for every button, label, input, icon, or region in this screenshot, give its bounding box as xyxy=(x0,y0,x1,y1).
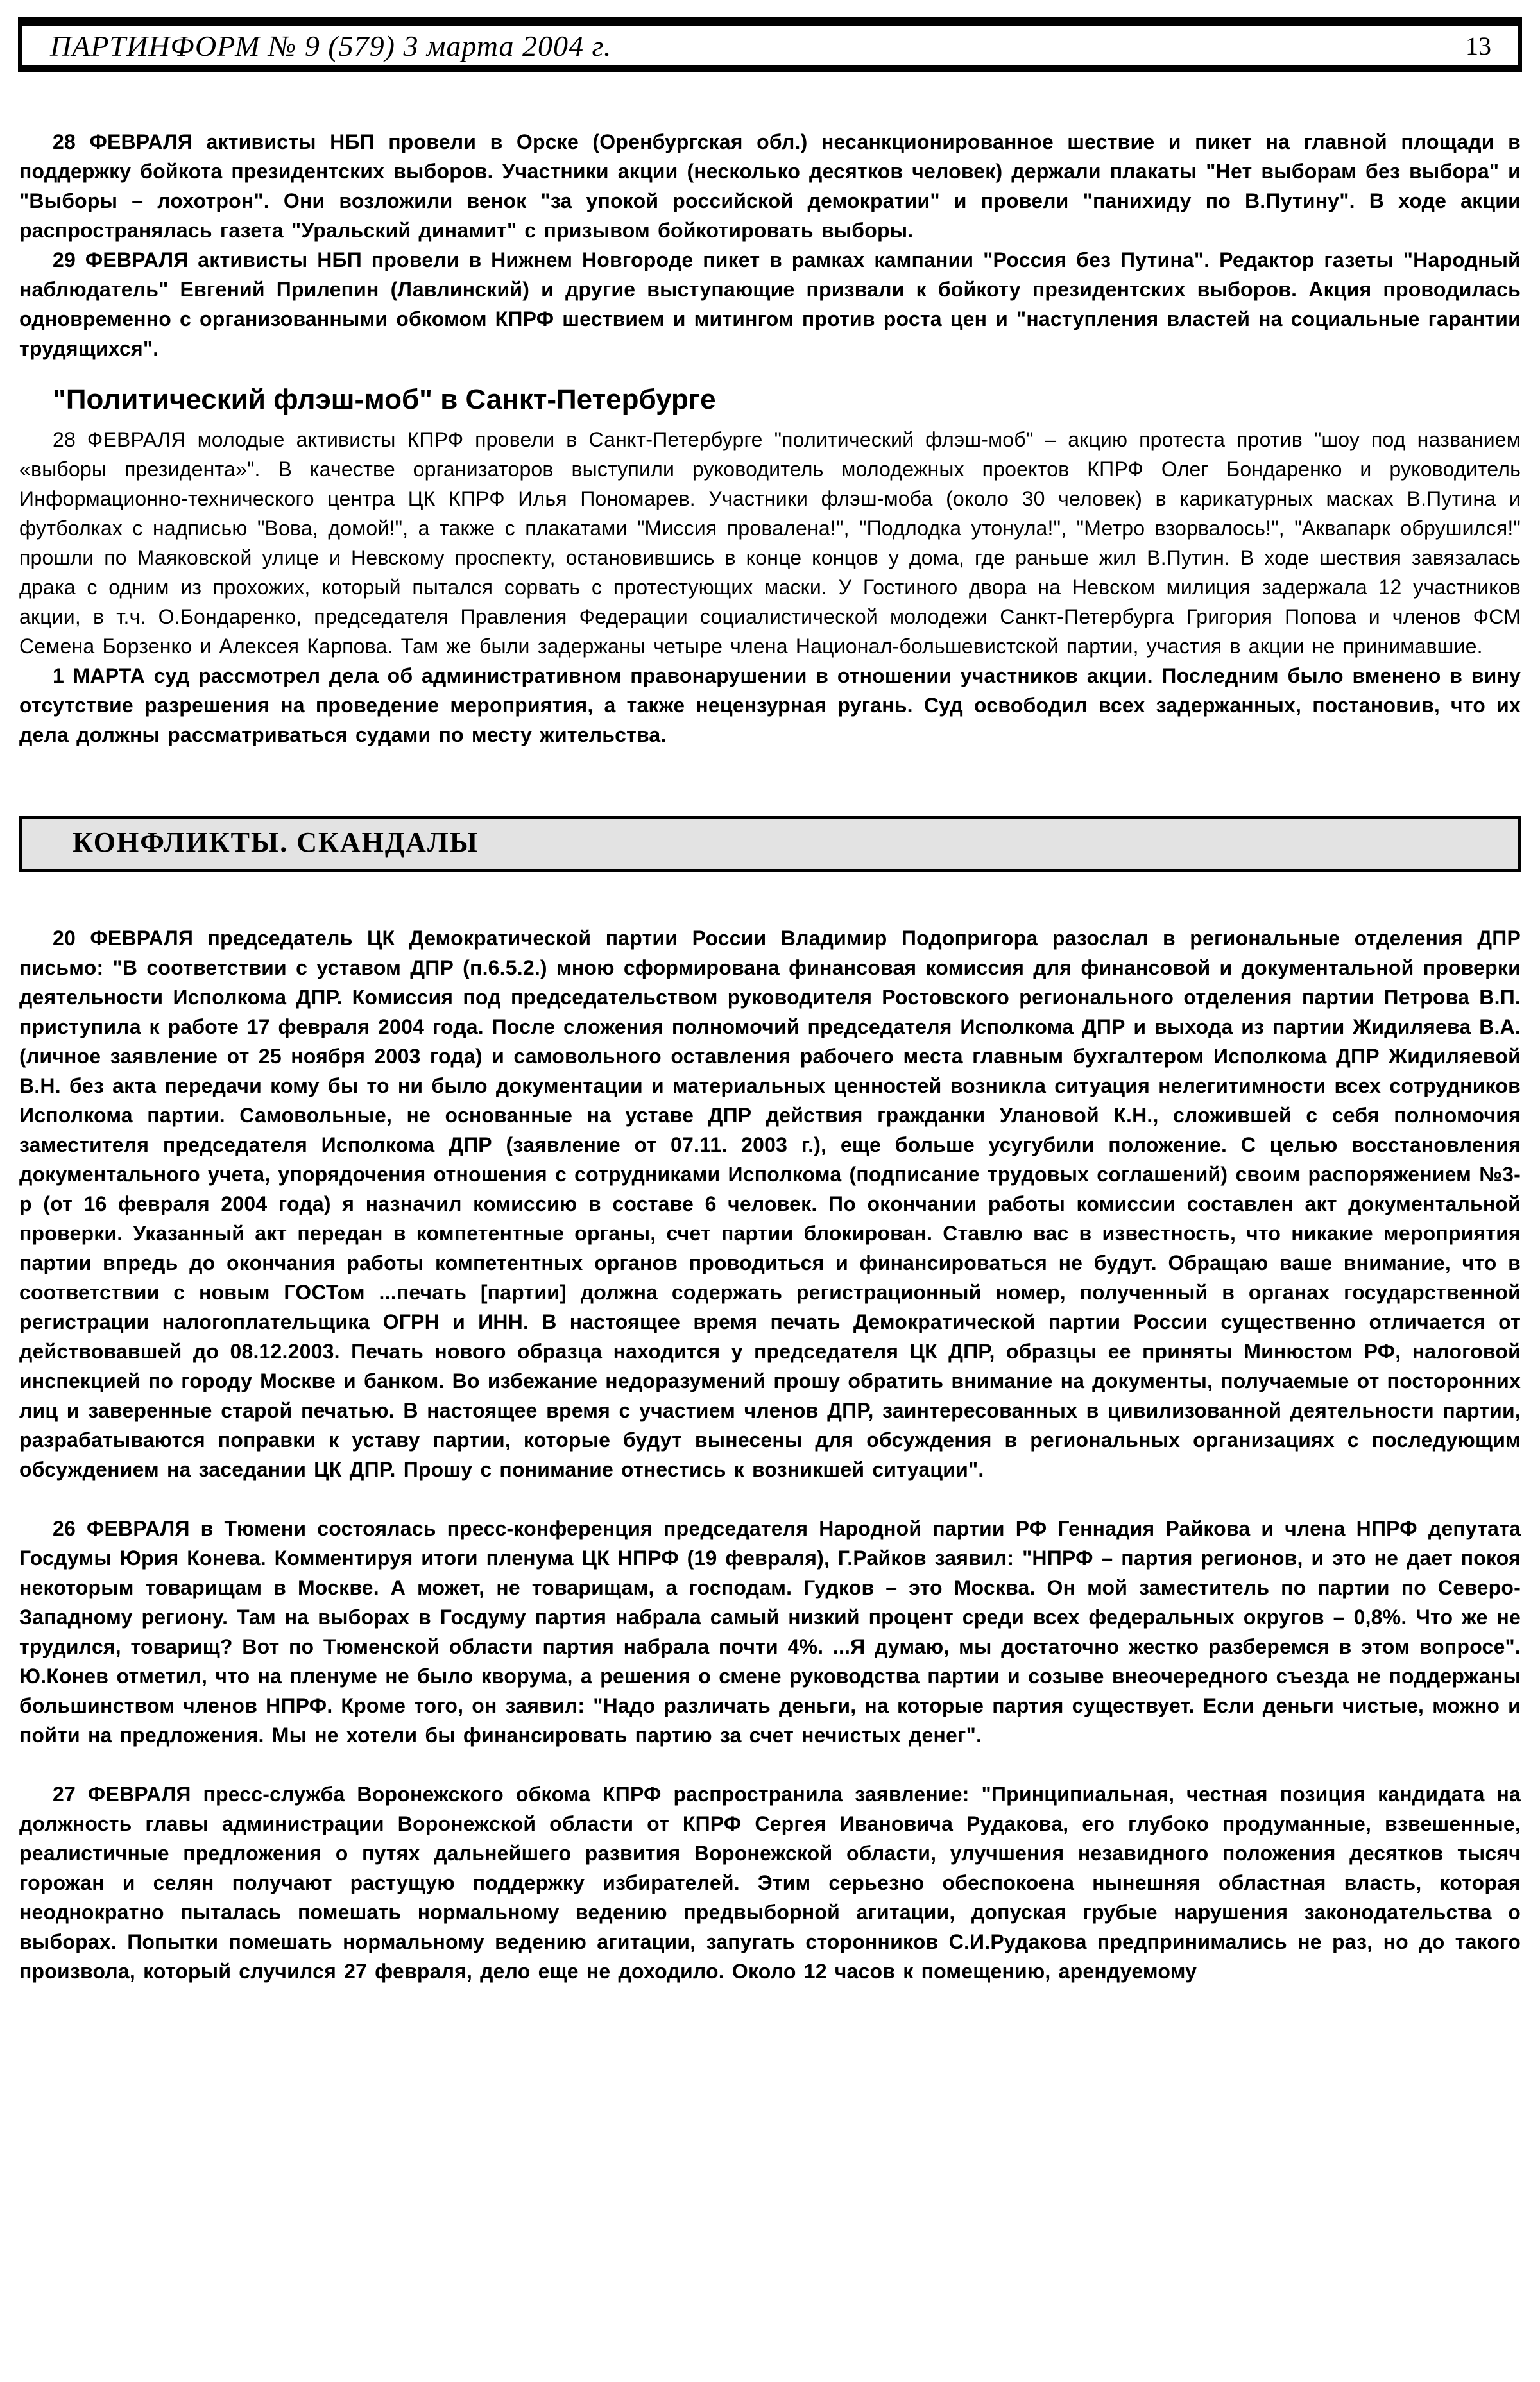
section-header xyxy=(19,816,1521,872)
section-title: КОНФЛИКТЫ. СКАНДАЛЫ xyxy=(73,827,479,858)
article-title: "Политический флэш-моб" в Санкт-Петербурге xyxy=(53,384,716,415)
article-paragraph-flashmob: 28 ФЕВРАЛЯ молодые активисты КПРФ провели в Санкт-Петербурге "политический флэш-моб" – акцию протеста против "шоу под названием «выборы президента»". В качестве организаторов выступили руководитель молодежных проектов КПРФ Олег Бондаренко и руководитель Информационно-технического центра ЦК КПРФ Илья Пономарев. Участники флэш-моба (около 30 человек) в карикатурных масках В.Путина и футболках с надписью "Вова, домой!", а также с плакатами "Миссия провалена!", "Подлодка утонула!", "Метро взорвалось!", "Аквапарк обрушился!" прошли по Маяковской улице и Невскому проспекту, остановившись в конце концов у дома, где раньше жил В.Путин. В ходе шествия завязалась драка с одним из прохожих, который пытался сорвать с протестующих маски. У Гостиного двора на Невском милиция задержала 12 участников акции, в т.ч. О.Бондаренко, председателя Правления Федерации социалистической молодежи Санкт-Петербурга Григория Попова и членов ФСМ Семена Борзенко и Алексея Карпова. Там же были задержаны четыре члена Национал-большевистской партии, участия в акции не принимавшие. xyxy=(19,428,1521,658)
news-item-29feb-nnovgorod: 29 ФЕВРАЛЯ активисты НБП провели в Нижнем Новгороде пикет в рамках кампании "Россия без Путина". Редактор газеты "Народный наблюдатель" Евгений Прилепин (Лавлинский) и другие выступающие призвали к бойкоту президентских выборов. Акция проводилась одновременно с организованными обкомом КПРФ шествием и митингом против роста цен и "наступления властей на социальные гарантии трудящихся". xyxy=(19,248,1521,360)
article-paragraph-court: 1 МАРТА суд рассмотрел дела об административном правонарушении в отношении участников акции. Последним было вменено в вину отсутствие разрешения на проведение мероприятия, а также нецензурная ругань. Суд освободил всех задержанных, постановив, что их дела должны рассматриваться судами по месту жительства. xyxy=(19,664,1521,746)
news-item-26feb-tyumen: 26 ФЕВРАЛЯ в Тюмени состоялась пресс-конференция председателя Народной партии РФ Геннадия Райкова и члена НПРФ депутата Госдумы Юрия Конева. Комментируя итоги пленума ЦК НПРФ (19 февраля), Г.Райков заявил: "НПРФ – партия регионов, и это не дает покоя некоторым товарищам в Москве. А может, не товарищам, а господам. Гудков – это Москва. Он мой заместитель по партии по Северо-Западному региону. Там на выборах в Госдуму партия набрала самый низкий процент среди всех федеральных округов – 0,8%. Что же не трудился, товарищ? Вот по Тюменской области партия набрала почти 4%. ...Я думаю, мы достаточно жестко разберемся в этом вопросе". Ю.Конев отметил, что на пленуме не было кворума, а решения о смене руководства партии и созыве внеочередного съезда не поддержаны большинством членов НПРФ. Кроме того, он заявил: "Надо различать деньги, на которые партия существует. Если деньги чистые, можно и пойти на предложения. Мы не хотели бы финансировать партию за счет нечистых денег". xyxy=(19,1517,1521,1747)
page-content xyxy=(19,127,1521,1986)
page-number: 13 xyxy=(1466,31,1491,60)
news-item-20feb-dpr: 20 ФЕВРАЛЯ председатель ЦК Демократической партии России Владимир Подопригора разослал в региональные отделения ДПР письмо: "В соответствии с уставом ДПР (п.6.5.2.) мною сформирована финансовая комиссия для финансовой и документальной проверки деятельности Исполкома ДПР. Комиссия под председательством руководителя Ростовского регионального отделения партии Петрова В.П. приступила к работе 17 февраля 2004 года. После сложения полномочий председателя Исполкома ДПР и выхода из партии Жидиляева В.А. (личное заявление от 25 ноября 2003 года) и самовольного оставления рабочего места главным бухгалтером Исполкома ДПР Жидиляевой В.Н. без акта передачи кому бы то ни было документации и материальных ценностей возникла ситуация нелегитимности всех сотрудников Исполкома партии. Самовольные, не основанные на уставе ДПР действия гражданки Улановой К.Н., сложившей с себя полномочия заместителя председателя Исполкома ДПР (заявление от 07.11. 2003 г.), еще больше усугубили положение. С целью восстановления документального учета, упорядочения отношения с сотрудниками Исполкома (подписание трудовых соглашений) своим распоряжением №3-р (от 16 февраля 2004 года) я назначил комиссию в составе 6 человек. По окончании работы комиссии составлен акт документальной проверки. Указанный акт передан в компетентные органы, счет партии блокирован. Ставлю вас в известность, что никакие мероприятия партии впредь до окончания работы компетентных органов проводиться и финансироваться не будут. Обращаю ваше внимание, что в соответствии с новым ГОСТом ...печать [партии] должна содержать регистрационный номер, полученный в органах государственной регистрации налогоплательщика ОГРН и ИНН. В настоящее время печать Демократической партии России существенно отличается от действовавшей до 08.12.2003. Печать нового образца находится у председателя ЦК ДПР, образцы ее приняты Минюстом РФ, налоговой инспекцией по городу Москве и банком. Во избежание недоразумений прошу обратить внимание на документы, получаемые от посторонних лиц и заверенные старой печатью. В настоящее время с участием членов ДПР, заинтересованных в цивилизованной деятельности партии, разрабатываются поправки к уставу партии, которые будут вынесены для обсуждения в региональных организациях с последующим обсуждением на заседании ЦК ДПР. Прошу с понимание отнестись к возникшей ситуации". xyxy=(19,927,1521,1481)
news-item-27feb-voronezh: 27 ФЕВРАЛЯ пресс-служба Воронежского обкома КПРФ распространила заявление: "Принципиальная, честная позиция кандидата на должность главы администрации Воронежской области от КПРФ Сергея Ивановича Рудакова, его глубоко продуманные, взвешенные, реалистичные предложения о путях дальнейшего развития Воронежской области, улучшения незавидного положения десятков тысяч горожан и селян получают растущую поддержку избирателей. Этим серьезно обеспокоена нынешняя областная власть, которая неоднократно пыталась помешать нормальному ведению предвыборной агитации, допуская грубые нарушения законодательства о выборах. Попытки помешать нормальному ведению агитации, запугать сторонников С.И.Рудакова предпринимались не раз, но до такого произвола, который случился 27 февраля, дело еще не доходило. Около 12 часов к помещению, арендуемому xyxy=(19,1783,1521,1983)
newsletter-masthead: ПАРТИНФОРМ № 9 (579) 3 марта 2004 г. xyxy=(50,29,612,62)
news-item-28feb-orsk: 28 ФЕВРАЛЯ активисты НБП провели в Орске (Оренбургская обл.) несанкционированное шествие и пикет на главной площади в поддержку бойкота президентских выборов. Участники акции (несколько десятков человек) держали плакаты "Нет выборам без выбора" и "Выборы – лохотрон". Они возложили венок "за упокой российской демократии" и провели "панихиду по В.Путину". В ходе акции распространялась газета "Уральский динамит" с призывом бойкотировать выборы. xyxy=(19,130,1521,242)
page-header xyxy=(18,17,1522,72)
